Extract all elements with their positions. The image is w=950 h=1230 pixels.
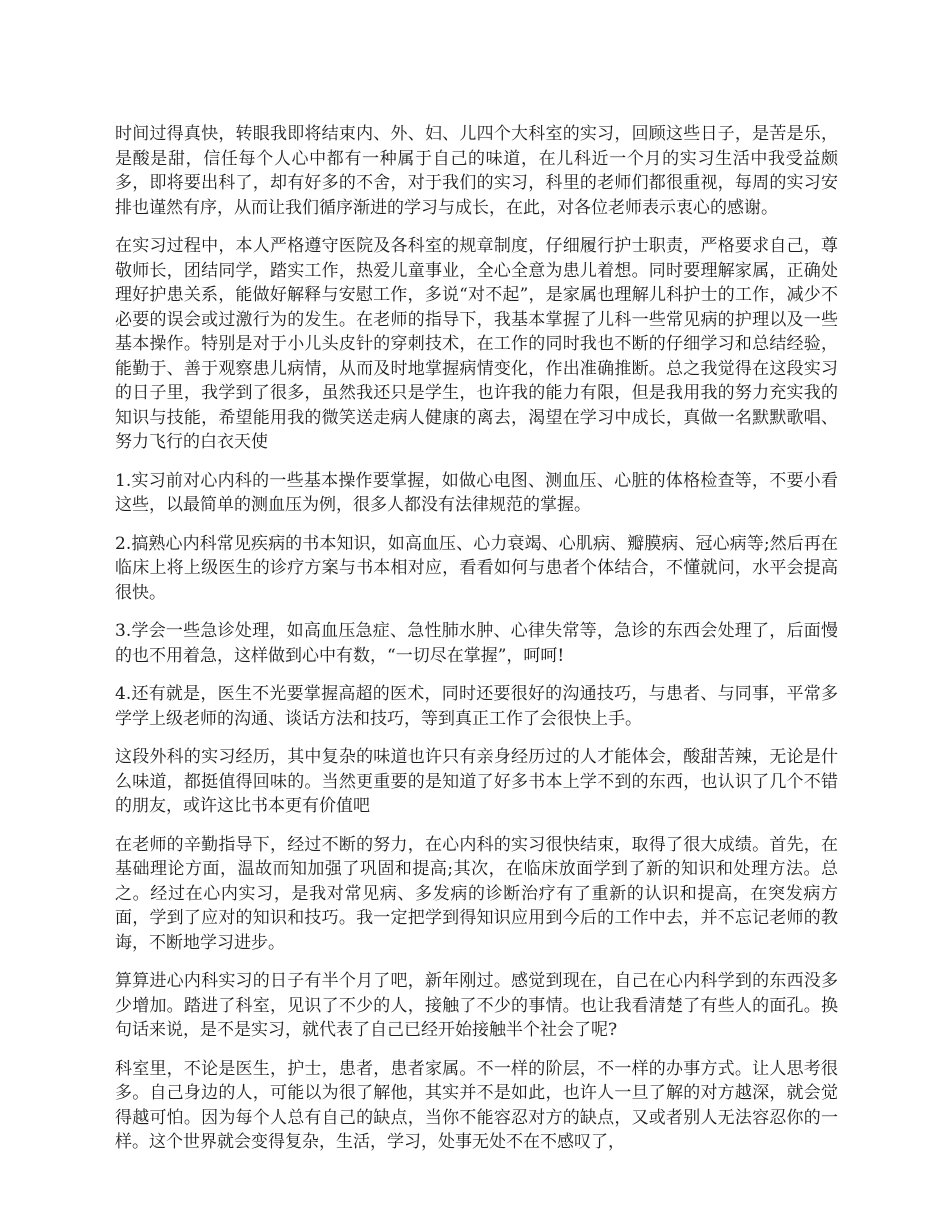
- paragraph-3: 1.实习前对心内科的一些基本操作要掌握，如做心电图、测血压、心脏的体格检查等，不要小看这些，以最简单的测血压为例，很多人都没有法律规范的掌握。: [115, 470, 838, 515]
- document-body: [115, 122, 838, 1169]
- paragraph-2: 在实习过程中，本人严格遵守医院及各科室的规章制度，仔细履行护士职责，严格要求自己，尊敬师长，团结同学，踏实工作，热爱儿童事业，全心全意为患儿着想。同时要理解家属，正确处理好护患关系，能做好解释与安慰工作，多说“对不起”，是家属也理解儿科护士的工作，减少不必要的误会或过激行为的发生。在老师的指导下，我基本掌握了儿科一些常见病的护理以及一些基本操作。特别是对于小儿头皮针的穿刺技术，在工作的同时我也不断的仔细学习和总结经验，能勤于、善于观察患儿病情，从而及时地掌握病情变化，作出准确推断。总之我觉得在这段实习的日子里，我学到了很多，虽然我还只是学生，也许我的能力有限，但是我用我的努力充实我的知识与技能，希望能用我的微笑送走病人健康的离去，渴望在学习中成长，真做一名默默歌唱、努力飞行的白衣天使: [115, 236, 838, 452]
- paragraph-10: 科室里，不论是医生，护士，患者，患者家属。不一样的阶层，不一样的办事方式。让人思考很多。自己身边的人，可能以为很了解他，其实并不是如此，也许人一旦了解的对方越深，就会觉得越可怕。因为每个人总有自己的缺点，当你不能容忍对方的缺点，又或者别人无法容忍你的一样。这个世界就会变得复杂，生活，学习，处事无处不在不感叹了，: [115, 1058, 838, 1152]
- paragraph-9: 算算进心内科实习的日子有半个月了吧，新年刚过。感觉到现在，自己在心内科学到的东西没多少增加。踏进了科室，见识了不少的人，接触了不少的事情。也让我看清楚了有些人的面孔。换句话来说，是不是实习，就代表了自己已经开始接触半个社会了呢?: [115, 971, 838, 1040]
- paragraph-1: 时间过得真快，转眼我即将结束内、外、妇、儿四个大科室的实习，回顾这些日子，是苦是乐，是酸是甜，信任每个人心中都有一种属于自己的味道，在儿科近一个月的实习生活中我受益颇多，即将要出科了，却有好多的不舍，对于我们的实习，科里的老师们都很重视，每周的实习安排也谨然有序，从而让我们循序渐进的学习与成长，在此，对各位老师表示衷心的感谢。: [115, 124, 838, 218]
- paragraph-5: 3.学会一些急诊处理，如高血压急症、急性肺水肿、心律失常等，急诊的东西会处理了，后面慢的也不用着急，这样做到心中有数，“一切尽在掌握”，呵呵!: [115, 621, 838, 666]
- paragraph-6: 4.还有就是，医生不光要掌握高超的医术，同时还要很好的沟通技巧，与患者、与同事，平常多学学上级老师的沟通、谈话方法和技巧，等到真正工作了会很快上手。: [115, 684, 838, 729]
- paragraph-8: 在老师的辛勤指导下，经过不断的努力，在心内科的实习很快结束，取得了很大成绩。首先，在基础理论方面，温故而知加强了巩固和提高;其次，在临床放面学到了新的知识和处理方法。总之。经过在心内实习，是我对常见病、多发病的诊断治疗有了重新的认识和提高，在突发病方面，学到了应对的知识和技巧。我一定把学到得知识应用到今后的工作中去，并不忘记老师的教诲，不断地学习进步。: [115, 834, 838, 953]
- paragraph-7: 这段外科的实习经历，其中复杂的味道也许只有亲身经历过的人才能体会，酸甜苦辣，无论是什么味道，都挺值得回味的。当然更重要的是知道了好多书本上学不到的东西，也认识了几个不错的朋友，或许这比书本更有价值吧: [115, 747, 838, 816]
- paragraph-4: 2.搞熟心内科常见疾病的书本知识，如高血压、心力衰竭、心肌病、瓣膜病、冠心病等;然后再在临床上将上级医生的诊疗方案与书本相对应，看看如何与患者个体结合，不懂就问，水平会提高很快。: [115, 533, 838, 603]
